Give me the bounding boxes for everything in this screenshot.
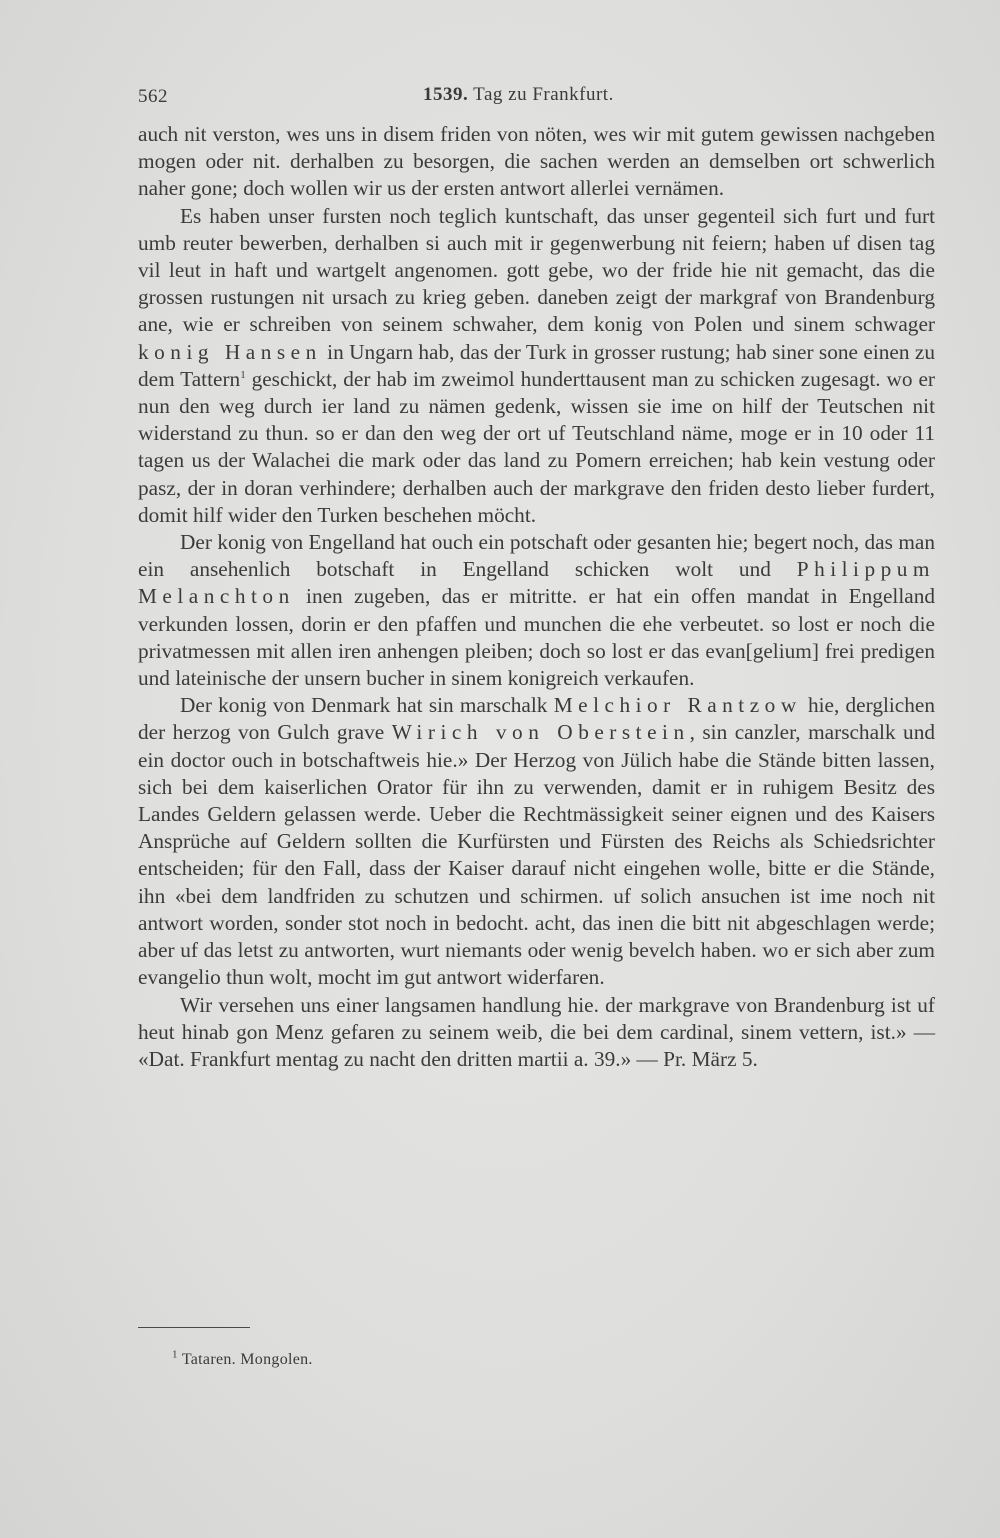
footnote-reference: 1 [240,368,246,381]
body-text [138,121,935,1073]
paragraph [138,203,935,529]
text-run: hie, derglichen der herzog von Gulch grave [138,693,936,745]
running-head [423,84,614,106]
spaced-name: konig Hansen [138,339,322,364]
paragraph [138,121,935,203]
spaced-name: Melchior Rantzow [553,693,802,718]
text-run: Der konig von Denmark hat sin marschalk [180,693,554,718]
text-run: Der konig von Engelland hat ouch ein potschaft oder gesanten hie; begert noch, das man ein ansehenlich botschaft in Engelland schicken wolt und [138,530,935,582]
page-number: 562 [138,86,168,107]
text-run: auch nit verston, wes uns in disem friden von nöten, wes wir mit gutem gewissen nachgeben mogen oder nit. derhalben zu besorgen, die sachen werden an demselben ort schwerlich naher gone; doch wollen wir us der ersten antwort allerlei vernämen. [138,122,935,201]
footnote-text: Tataren. Mongolen. [181,1351,313,1368]
paragraph [138,692,935,991]
footnote [172,1348,313,1369]
text-run: Es haben unser fursten noch teglich kuntschaft, das unser gegenteil sich furt und furt umb reuter bewerben, derhalben si auch mit ir gegenwerbung nit feiern; haben uf disen tag vil leut in haft und wartgelt angenomen. gott gebe, wo der fride hie nit gemacht, das die grossen rustungen nit ursach zu krieg geben. daneben zeigt der markgraf von Brandenburg ane, wie er schreiben von seinem schwaher, dem konig von Polen und sinem schwager [138,203,935,337]
text-run: , sin canzler, marschalk und ein doctor ouch in botschaftweis hie.» Der Herzog von Jülich habe die Stände bitten lassen, sich bei dem kaiserlichen Orator für ihn zu verwenden, damit er in ruhigem Besitz des Landes Geldern gelassen werde. Ueber die Rechtmässigkeit seiner eignen und des Kaisers Ansprüche auf Geldern sollten die Kurfürsten und Fürsten des Reichs als Schiedsrichter entscheiden; für den Fall, dass der Kaiser darauf nicht eingehen wolle, bitte er die Stände, ihn «bei dem landfriden zu schutzen und schirmen. uf solich ansuchen ist ime noch nit antwort worden, sonder stot noch in bedocht. acht, das inen die bitt nit abgeschlagen werde; aber uf das letst zu antworten, wurt niemants oder wenig bevelch haben. wo er sich aber zum evangelio thun wolt, mocht im gut antwort widerfaren. [138,720,935,990]
text-run: inen zugeben, das er mitritte. er hat ein offen mandat in Engelland verkunden lossen, dorin er den pfaffen und munchen die ehe verbeutet. so lost er noch die privatmessen mit allen iren anhengen pleiben; doch so lost er das evan[gelium] frei predigen und lateinische der unsern bucher in sinem konigreich verkaufen. [138,584,935,691]
spaced-name: Philippum Melanchton [138,557,935,609]
spaced-name: Wirich von Oberstein [391,720,690,745]
footnote-marker: 1 [172,1348,178,1361]
text-run: in Ungarn hab, das der Turk in grosser rustung; hab siner sone einen zu dem Tattern [138,339,935,391]
footnote-divider [138,1327,250,1328]
text-run: geschickt, der hab im zweimol hunderttausent man zu schicken zugesagt. wo er nun den weg durch ier land zu nämen gedenk, wissen sie ime on hilf der Teutschen nit widerstand zu thun. so er dan den weg der ort uf Teutschland näme, moge er in 10 oder 11 tagen us der Walachei die mark oder das land zu Pomern erreichen; hab kein vestung oder pasz, der in doran verhindere; derhalben auch der markgrave den friden desto lieber furdert, domit hilf wider den Turken beschehen möcht. [138,366,935,527]
text-run: Wir versehen uns einer langsamen handlung hie. der markgrave von Brandenburg ist uf heut hinab gon Menz gefaren zu seinem weib, die bei dem cardinal, sinem vettern, ist.» — «Dat. Frankfurt mentag zu nacht den dritten martii a. 39.» — Pr. März 5. [138,992,935,1071]
paragraph [138,992,935,1074]
running-head-title: Tag zu Frankfurt. [473,84,614,105]
running-head-year: 1539. [423,84,469,105]
paragraph [138,529,935,692]
page-header [138,82,938,112]
